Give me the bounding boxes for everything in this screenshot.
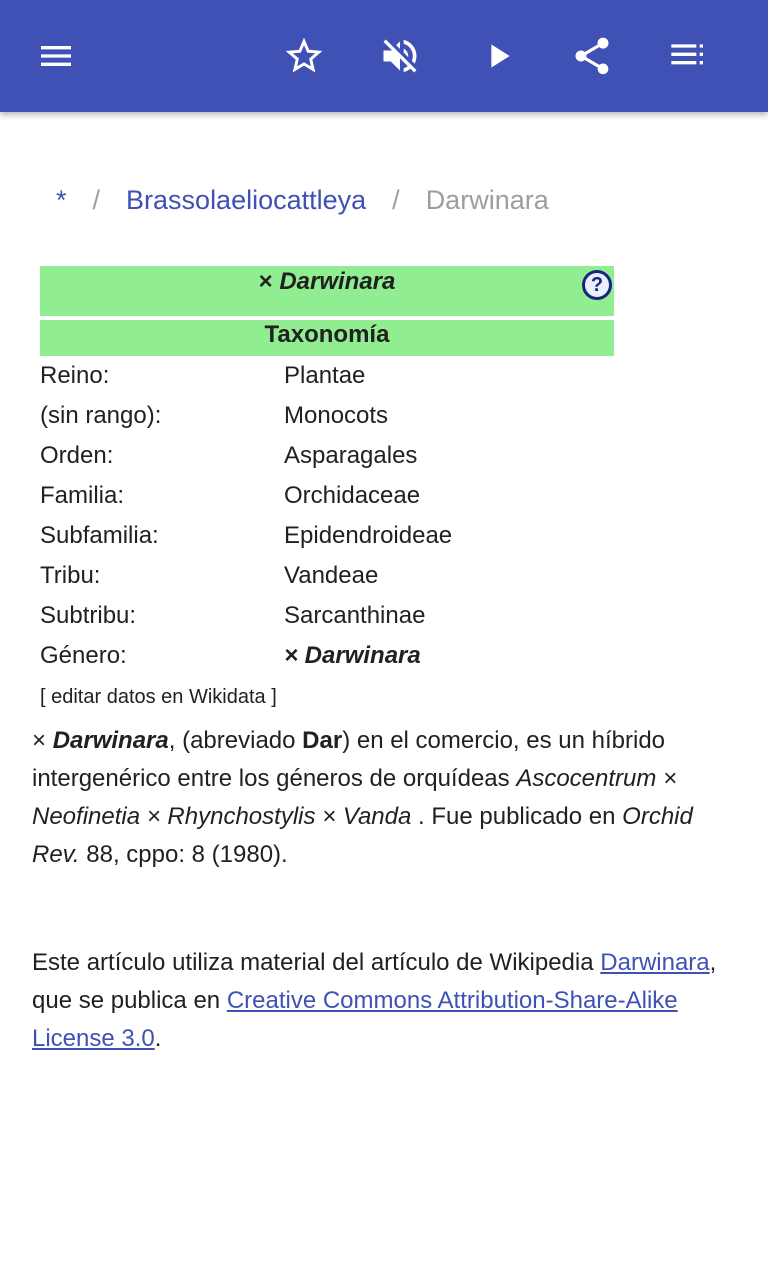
text-run: ) en el comercio, es un híbrido intergenérico entre los géneros de orquídeas (32, 727, 666, 792)
parent-genera: Ascocentrum × Neofinetia × Rhynchostylis × Vanda (32, 765, 678, 830)
wikipedia-article-link[interactable]: Darwinara (600, 949, 710, 976)
taxobox-section-header: Taxonomía (40, 320, 614, 356)
share-button[interactable] (560, 24, 624, 88)
taxobox-row (40, 556, 614, 596)
hybrid-mark: × (32, 727, 53, 754)
taxobox-label: Tribu: (40, 562, 101, 589)
taxobox-row (40, 436, 614, 476)
hybrid-mark: × (258, 268, 280, 295)
taxobox-value: Asparagales (284, 442, 418, 469)
abbreviation: Dar (302, 727, 343, 754)
volume-off-icon (378, 34, 422, 78)
taxobox-row (40, 636, 614, 676)
help-icon[interactable]: ? (582, 270, 612, 300)
text-run: Este artículo utiliza material del artículo de Wikipedia (32, 949, 601, 976)
taxobox-row (40, 476, 614, 516)
taxobox-title (40, 266, 614, 316)
taxobox-value: Vandeae (284, 562, 379, 589)
breadcrumb (56, 180, 549, 220)
play-button[interactable] (466, 24, 530, 88)
taxobox-value: Epidendroideae (284, 522, 453, 549)
playlist-icon (668, 36, 708, 76)
taxobox-value: Orchidaceae (284, 482, 421, 509)
taxobox-label: Reino: (40, 362, 110, 389)
text-run: 88, cppo: 8 (1980). (79, 841, 288, 868)
share-icon (570, 34, 614, 78)
text-run: . Fue publicado en (411, 803, 623, 830)
article-paragraph (32, 722, 744, 874)
taxobox-row (40, 596, 614, 636)
taxobox-row (40, 516, 614, 556)
journal-name: Orchid Rev. (32, 803, 693, 868)
breadcrumb-current: Darwinara (425, 184, 549, 215)
taxobox-value: Plantae (284, 362, 366, 389)
genus-name: Darwinara (52, 727, 169, 754)
taxobox-label: (sin rango): (40, 402, 162, 429)
star-outline-icon (282, 34, 326, 78)
taxobox-label: Orden: (40, 442, 114, 469)
wikidata-edit-link[interactable]: [ editar datos en Wikidata ] (40, 686, 277, 708)
taxobox-title-name: Darwinara (279, 268, 396, 295)
favorite-button[interactable] (272, 24, 336, 88)
taxobox-label: Familia: (40, 482, 125, 509)
text-run: . (154, 1025, 162, 1052)
breadcrumb-root[interactable]: * (56, 184, 67, 215)
menu-button[interactable] (24, 24, 88, 88)
taxobox-label: Subtribu: (40, 602, 137, 629)
taxobox-row (40, 396, 614, 436)
taxobox (40, 266, 614, 711)
taxobox-label: Subfamilia: (40, 522, 159, 549)
taxobox-value: Sarcanthinae (284, 602, 426, 629)
breadcrumb-separator: / (92, 184, 101, 215)
taxobox-rows (40, 356, 614, 676)
app-bar (0, 0, 768, 112)
mute-button[interactable] (368, 24, 432, 88)
license-link[interactable]: Creative Commons Attribution-Share-Alike License 3.0 (32, 987, 678, 1052)
attribution-paragraph (32, 944, 744, 1058)
breadcrumb-separator: / (392, 184, 400, 215)
text-run: , que se publica en (32, 949, 717, 1014)
taxobox-row (40, 356, 614, 396)
breadcrumb-parent[interactable]: Brassolaeliocattleya (126, 184, 367, 215)
text-run: , (abreviado (168, 727, 303, 754)
contents-button[interactable] (656, 24, 720, 88)
menu-icon (36, 36, 76, 76)
taxobox-label: Género: (40, 642, 127, 669)
play-icon (478, 36, 518, 76)
taxobox-value-genus: × Darwinara (284, 642, 421, 669)
taxobox-value: Monocots (284, 402, 389, 429)
